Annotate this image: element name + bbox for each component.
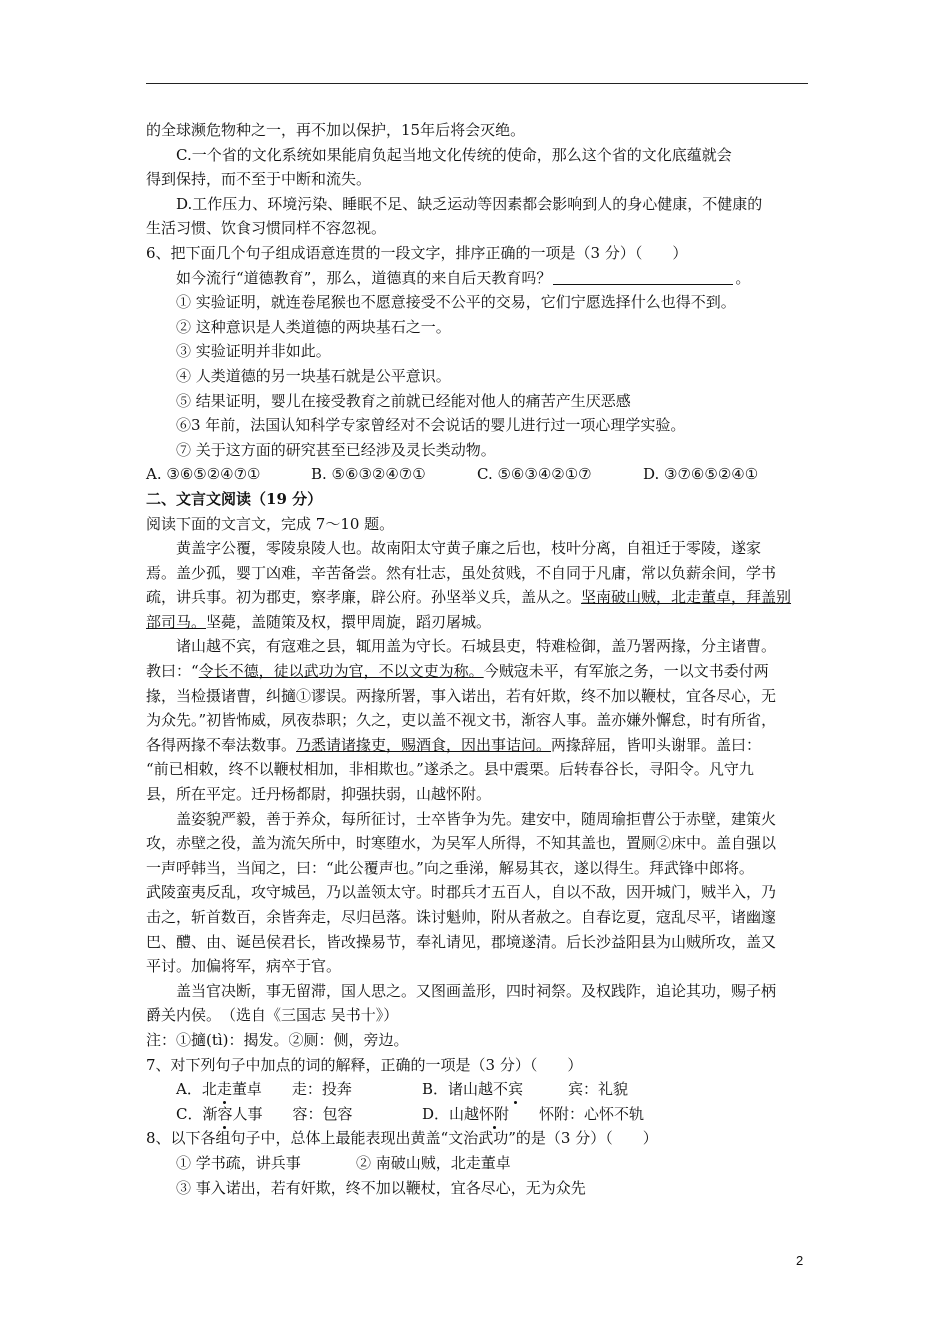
passage-p4-line1: 盖当官决断，事无留滞，国人思之。又图画盖形，四时祠祭。及权践阼，追论其功，赐子柄 — [176, 981, 777, 1000]
passage-p2-line4: 为众先。”初皆怖威，夙夜恭职；久之，吏以盖不视文书，渐容人事。盖亦嫌外懈怠，时有所省， — [146, 711, 777, 730]
passage-p1-line1: 黄盖字公覆，零陵泉陵人也。故南阳太守黄子廉之后也，枝叶分离，自祖迁于零陵，遂家 — [176, 539, 762, 558]
passage-p3-line6: 巴、醴、由、诞邑侯君长，皆改操易节，奉礼请见，郡境遂清。后长沙益阳县为山贼所攻，盖又 — [146, 932, 777, 951]
passage-p1-line3 — [146, 585, 810, 610]
q8-item-1: ① 学书疏，讲兵事 — [176, 1153, 301, 1172]
header-rule — [146, 83, 808, 84]
q7-option-b: B．诸山越不宾 宾：礼貌 — [422, 1080, 629, 1099]
q6-sentence-4: ④ 人类道德的另一块基石就是公平意识。 — [176, 366, 451, 385]
passage-p2-line6: “前已相敕，终不以鞭杖相加，非相欺也。”遂杀之。县中震栗。后转春谷长，寻阳令。凡守九 — [146, 760, 754, 779]
section-intro: 阅读下面的文言文，完成 7～10 题。 — [146, 514, 395, 533]
q8-item-2: ② 南破山贼，北走董卓 — [356, 1153, 511, 1172]
passage-p3-line4: 武陵蛮夷反乱，攻守城邑，乃以盖领太守。时郡兵才五百人，自以不敌，因开城门，贼半入，乃 — [146, 883, 777, 902]
q7-stem: 7、对下列句子中加点的词的解释，正确的一项是（3 分）（ ） — [146, 1055, 583, 1074]
q6-sentence-5: ⑤ 结果证明，婴儿在接受教育之前就已经能对他人的痛苦产生厌恶感 — [176, 391, 631, 410]
passage-p3-line2: 攻，赤壁之役，盖为流矢所中，时寒堕水，为吴军人所得，不知其盖也，置厕②床中。盖自强以 — [146, 834, 777, 853]
passage-text: 两掾辞屈，皆叩头谢罪。盖曰： — [551, 735, 762, 754]
q6-sentence-1: ① 实验证明，就连卷尾猴也不愿意接受不公平的交易，它们宁愿选择什么也得不到。 — [176, 293, 736, 312]
passage-text: 今贼寇未平，有军旅之务，一以文书委付两 — [483, 662, 769, 681]
q8-item-3: ③ 事入诺出，若有奸欺，终不加以鞭杖，宜各尽心，无为众先 — [176, 1178, 586, 1197]
q7-options-row1 — [146, 1077, 810, 1102]
q6-sentence-6: ⑥3 年前，法国认知科学专家曾经对不会说话的婴儿进行过一项心理学实验。 — [176, 416, 686, 435]
q7-option-a: A．北走董卓 走：投奔 — [176, 1080, 352, 1099]
q8-items-row1 — [146, 1151, 810, 1176]
answer-blank — [553, 268, 733, 285]
q6-option-d: D. ③⑦⑥⑤②④① — [643, 465, 759, 484]
q7-options-row2 — [146, 1102, 810, 1127]
page-body — [146, 118, 810, 1200]
underlined-sentence: 乃悉请诸掾吏，赐酒食，因出事诘问。 — [296, 735, 552, 754]
q5-option-d-line1: D.工作压力、环境污染、睡眠不足、缺乏运动等因素都会影响到人的身心健康，不健康的 — [176, 194, 763, 213]
q6-option-a: A. ③⑥⑤②④⑦① — [146, 465, 261, 484]
underlined-sentence: 令长不德，徒以武功为官，不以文吏为称。 — [198, 662, 484, 681]
passage-p2-line2 — [146, 659, 810, 684]
passage-p4-line2: 爵关内侯。 （选自《三国志 吴书十》） — [146, 1006, 399, 1025]
passage-p3-line7: 平讨。加偏将军，病卒于官。 — [146, 957, 342, 976]
passage-text: 各得两掾不奉法数事。 — [146, 735, 297, 754]
q6-lead — [146, 266, 810, 291]
passage-p3-line1: 盖姿貌严毅，善于养众，每所征讨，士卒皆争为先。建安中，随周瑜拒曹公于赤壁，建策火 — [176, 809, 777, 828]
q6-sentence-2: ② 这种意识是人类道德的两块基石之一。 — [176, 317, 451, 336]
q6-sentence-3: ③ 实验证明并非如此。 — [176, 342, 331, 361]
q6-sentence-7: ⑦ 关于这方面的研究甚至已经涉及灵长类动物。 — [176, 440, 496, 459]
passage-p2-line1: 诸山越不宾，有寇难之县，辄用盖为守长。石城县吏，特难检御，盖乃署两掾，分主诸曹。 — [176, 637, 777, 656]
passage-p3-line3: 一声呼韩当，当闻之，曰：“此公覆声也。”向之垂涕，解易其衣，遂以得生。拜武锋中郎将。 — [146, 858, 754, 877]
passage-text: 疏，讲兵事。初为郡吏，察孝廉，辟公府。孙坚举义兵，盖从之。 — [146, 588, 582, 607]
q5-option-b-end: 的全球濒危物种之一，再不加以保护，15年后将会灭绝。 — [146, 121, 526, 139]
q5-option-d-line2: 生活习惯、饮食习惯同样不容忽视。 — [146, 219, 387, 238]
passage-p2-line5 — [146, 733, 810, 758]
q7-option-c: C．渐容人事 容：包容 — [176, 1104, 353, 1123]
q6-option-b: B. ⑤⑥③②④⑦① — [311, 465, 426, 484]
passage-p2-line3: 掾，当检摄诸曹，纠擿①谬误。两掾所署，事入诺出，若有奸欺，终不加以鞭杖，宜各尽心，无 — [146, 686, 777, 705]
q5-option-c-line2: 得到保持，而不至于中断和流失。 — [146, 170, 372, 189]
q6-lead-end: 。 — [735, 268, 751, 287]
section-heading: 二、文言文阅读（19 分） — [146, 489, 323, 508]
q5-option-c-line1: C.一个省的文化系统如果能肩负起当地文化传统的使命，那么这个省的文化底蕴就会 — [176, 145, 732, 164]
passage-p1-line2: 焉。盖少孤，婴丁凶难，辛苦备尝。然有壮志，虽处贫贱，不自同于凡庸，常以负薪余间，学书 — [146, 563, 777, 582]
q6-options — [146, 462, 810, 487]
passage-text: 坚薨，盖随策及权，擐甲周旋，蹈刃屠城。 — [206, 612, 492, 631]
q6-option-c: C. ⑤⑥③④②①⑦ — [477, 465, 592, 484]
underlined-sentence: 坚南破山贼，北走董卓，拜盖别 — [581, 588, 792, 607]
passage-notes: 注：①擿(tì)：揭发。②厕：侧，旁边。 — [146, 1030, 409, 1049]
q6-stem: 6、把下面几个句子组成语意连贯的一段文字，排序正确的一项是（3 分）（ ） — [146, 243, 688, 262]
q7-option-d: D．山越怀附 怀附：心怀不轨 — [422, 1104, 645, 1123]
passage-p2-line7: 县，所在平定。迁丹杨都尉，抑强扶弱，山越怀附。 — [146, 785, 492, 804]
page-number: 2 — [796, 1253, 804, 1268]
q6-lead-text: 如今流行“道德教育”，那么，道德真的来自后天教育吗？ — [176, 268, 552, 287]
q8-stem: 8、以下各组句子中，总体上最能表现出黄盖“文治武功”的是（3 分）（ ） — [146, 1129, 658, 1148]
passage-p1-line4 — [146, 610, 810, 635]
underlined-sentence: 部司马。 — [146, 612, 207, 631]
passage-text: 教曰：“ — [146, 662, 199, 681]
passage-p3-line5: 击之，斩首数百，余皆奔走，尽归邑落。诛讨魁帅，附从者赦之。自春讫夏，寇乱尽平，诸幽邃 — [146, 908, 777, 926]
